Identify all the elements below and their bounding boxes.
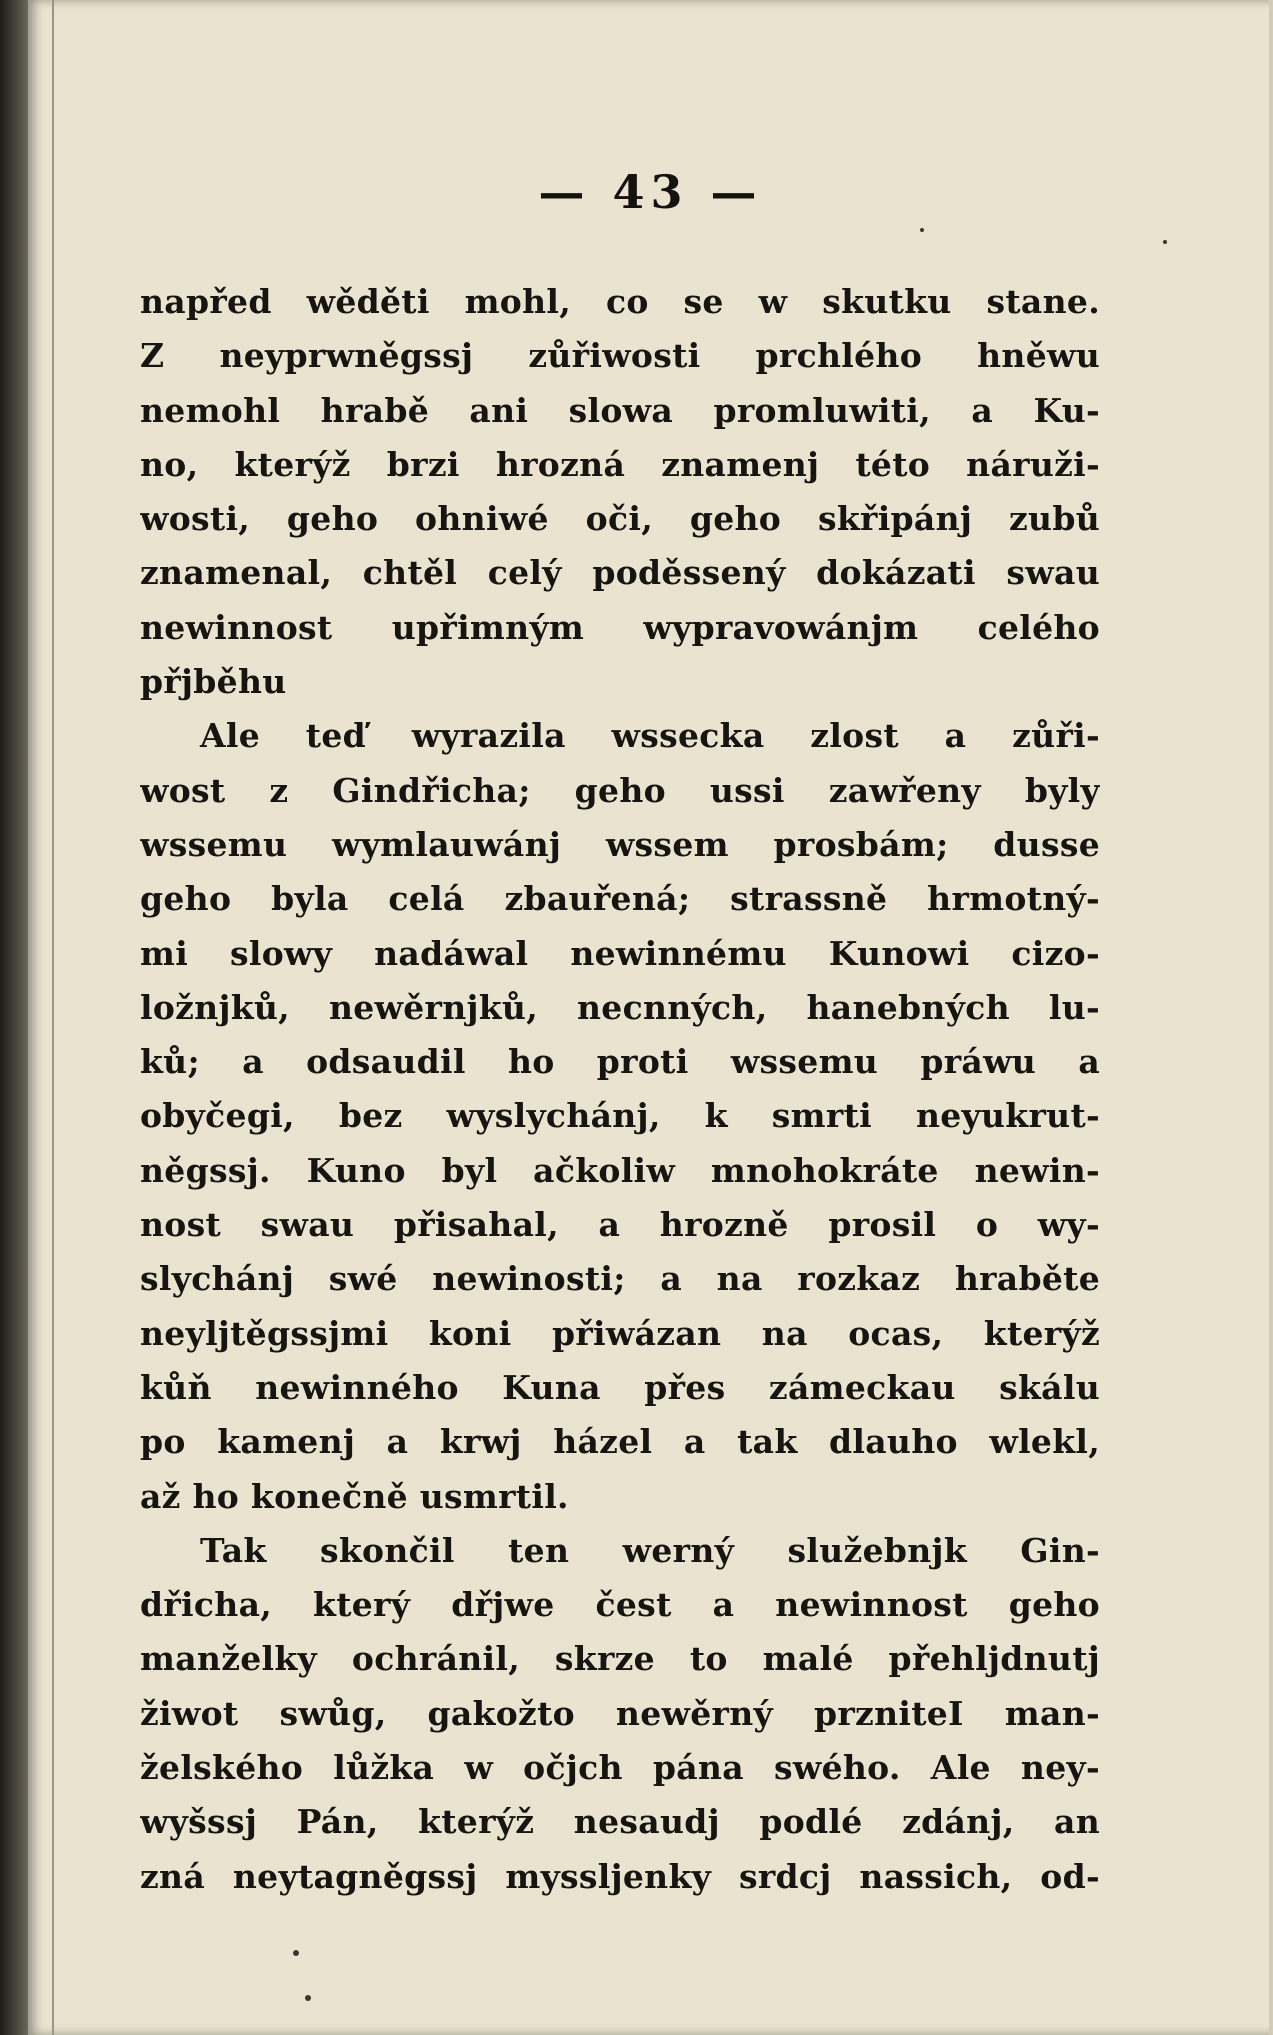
text-line: po kamenj a krwj házel a tak dlauho wlekl, <box>140 1422 1100 1462</box>
text-line: wyšssj Pán, kterýž nesaudj podlé zdánj, an <box>140 1802 1100 1842</box>
text-line: Tak skončil ten werný služebnjk Gin- <box>200 1530 1100 1570</box>
text-line: nost swau přisahal, a hrozně prosil o wy- <box>140 1205 1100 1245</box>
paper-speck <box>1163 240 1167 244</box>
paper-speck <box>293 1950 299 1956</box>
paper-speck <box>305 1995 311 2001</box>
text-line: Ale teď wyrazila wssecka zlost a zůři- <box>200 716 1100 756</box>
text-line: žiwot swůg, gakožto newěrný przniteI man- <box>140 1693 1100 1733</box>
text-line: ložnjků, newěrnjků, necnných, hanebných lu- <box>140 987 1100 1027</box>
text-line: wosti, geho ohniwé oči, geho skřipánj zubů <box>140 499 1100 539</box>
text-line: newinnost upřimným wypravowánjm celého <box>140 607 1100 647</box>
text-line: manželky ochránil, skrze to malé přehljdnutj <box>140 1639 1100 1679</box>
page-edge <box>1269 0 1273 2035</box>
text-line: napřed wěděti mohl, co se w skutku stane. <box>140 282 1100 321</box>
text-line: slychánj swé newinosti; a na rozkaz hraběte <box>140 1259 1100 1299</box>
text-line: zná neytagněgssj myssljenky srdcj nassich, od- <box>140 1856 1100 1896</box>
body-text <box>140 275 1100 1904</box>
book-page <box>28 0 1273 2035</box>
text-line: želského lůžka w očjch pána swého. Ale ney- <box>140 1748 1100 1788</box>
text-line: neyljtěgssjmi koni přiwázan na ocas, kterýž <box>140 1313 1100 1353</box>
text-line: Z neyprwněgssj zůřiwosti prchlého hněwu <box>140 336 1100 376</box>
text-line: no, kterýž brzi hrozná znamenj této náruži- <box>140 444 1100 484</box>
text-line: ků; a odsaudil ho proti wssemu práwu a <box>140 1042 1100 1082</box>
text-line: obyčegi, bez wyslychánj, k smrti neyukrut- <box>140 1096 1100 1136</box>
paper-speck <box>920 228 924 232</box>
text-line: nemohl hrabě ani slowa promluwiti, a Ku- <box>140 390 1100 430</box>
text-line: wost z Gindřicha; geho ussi zawřeny byly <box>140 770 1100 810</box>
text-line: wssemu wymlauwánj wssem prosbám; dusse <box>140 824 1100 864</box>
text-line: kůň newinného Kuna přes zámeckau skálu <box>140 1367 1100 1407</box>
text-line: mi slowy nadáwal newinnému Kunowi cizo- <box>140 933 1100 973</box>
gutter-line <box>52 0 54 2035</box>
text-line: znamenal, chtěl celý poděssený dokázati swau <box>140 553 1100 593</box>
text-line: něgssj. Kuno byl ačkoliw mnohokráte newin- <box>140 1150 1100 1190</box>
page-number: — 43 — <box>538 165 763 219</box>
book-spine-shadow <box>0 0 28 2035</box>
text-line: geho byla celá zbauřená; strassně hrmotný- <box>140 879 1100 919</box>
text-line: až ho konečně usmrtil. <box>140 1476 569 1516</box>
text-line: přjběhu <box>140 662 287 702</box>
text-line: dřicha, který dřjwe čest a newinnost geho <box>140 1585 1100 1625</box>
